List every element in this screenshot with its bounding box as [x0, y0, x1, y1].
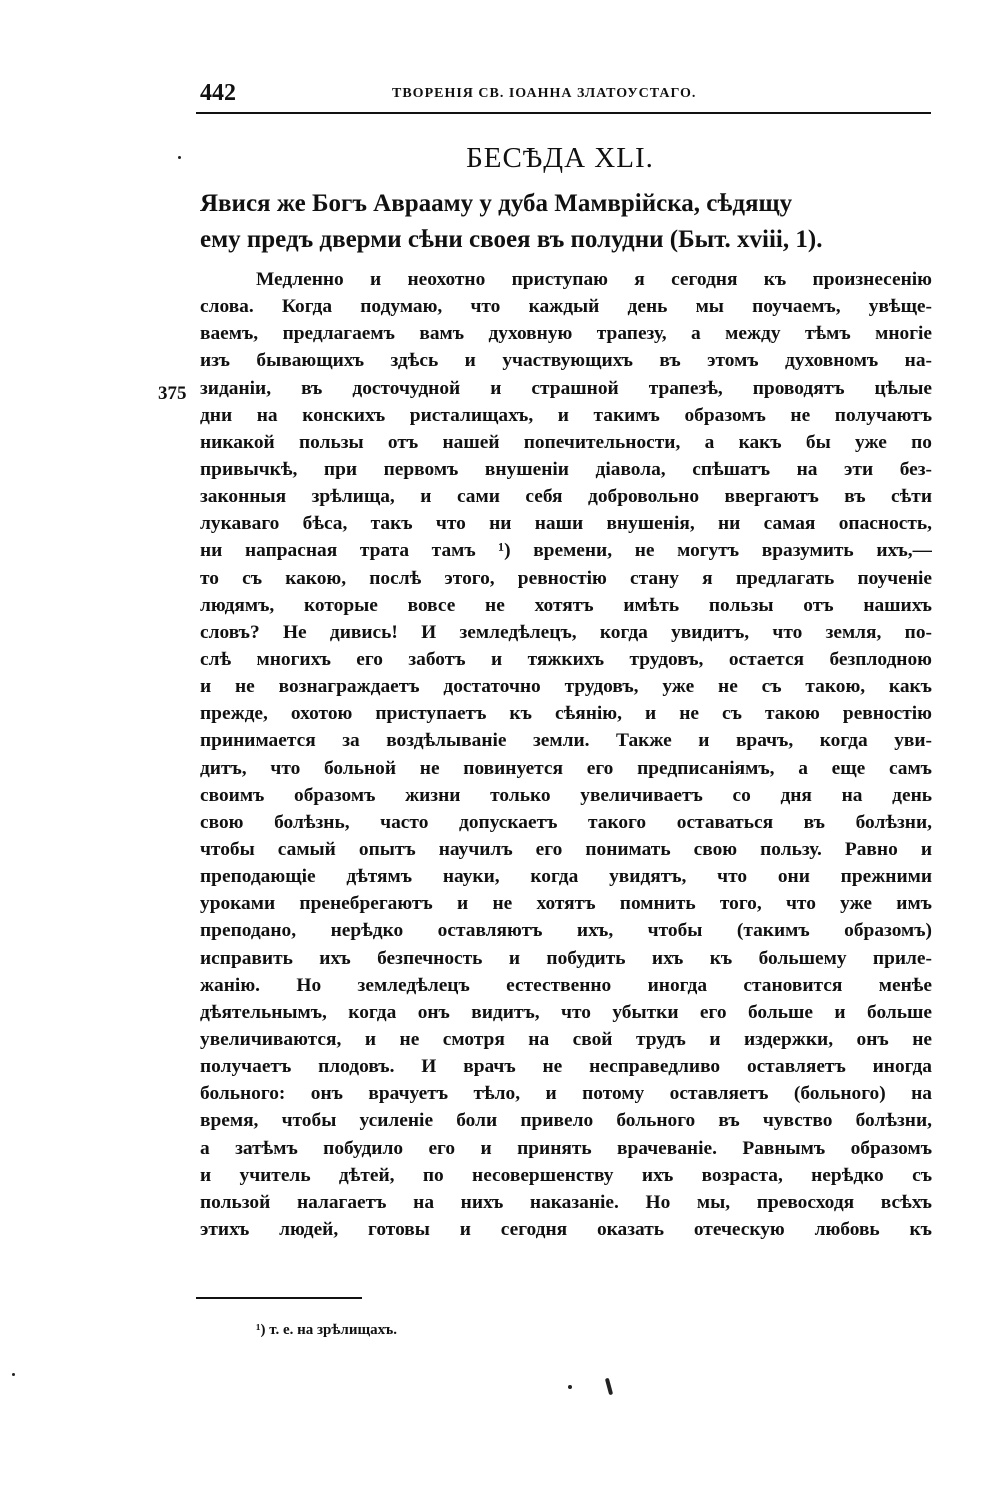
- body-line: своимъ образомъ жизни только увеличиваетъ со дня на день: [200, 784, 932, 806]
- body-line: людямъ, которые вовсе не хотятъ имѣть пользы отъ нашихъ: [200, 594, 932, 616]
- sermon-title: БЕСѢДА XLI.: [466, 142, 654, 174]
- body-line: чтобы самый опытъ научилъ его понимать свою пользу. Равно и: [200, 838, 932, 860]
- print-speck: [568, 1385, 572, 1389]
- footnote-divider: [196, 1297, 362, 1299]
- body-line: больного: онъ врачуетъ тѣло, и потому оставляетъ (больного) на: [200, 1083, 932, 1105]
- body-line: Медленно и неохотно приступаю я сегодня къ произнесенію: [256, 269, 932, 290]
- epigraph-line: ему предъ дверми сѣни своея въ полудни (Быт. xviii, 1).: [200, 226, 823, 253]
- running-title: ТВОРЕНІЯ СВ. ІОАННА ЗЛАТОУСТАГО.: [392, 86, 697, 101]
- body-line: жанію. Но земледѣлецъ естественно иногда становится менѣе: [200, 974, 932, 996]
- body-line: прежде, охотою приступаетъ къ сѣянію, и не съ такою ревностію: [200, 703, 932, 725]
- page-number: 442: [200, 80, 236, 106]
- body-line: преподающіе дѣтямъ науки, когда увидятъ, что они прежними: [200, 866, 932, 888]
- body-line: привычкѣ, при первомъ внушеніи діавола, спѣшатъ на эти без-: [200, 458, 932, 480]
- body-line: то съ какою, послѣ этого, ревностію стану я предлагать поученіе: [200, 567, 932, 589]
- page-header: [196, 80, 931, 114]
- body-line: этихъ людей, готовы и сегодня оказать отеческую любовь къ: [200, 1218, 932, 1240]
- epigraph-line: Явися же Богъ Аврааму у дуба Мамврійска, сѣдящу: [200, 190, 793, 217]
- body-line: изъ бывающихъ здѣсь и участвующихъ въ этомъ духовномъ на-: [200, 350, 932, 372]
- epigraph: [200, 186, 932, 258]
- body-line: дитъ, что больной не повинуется его предписаніямъ, а еще самъ: [200, 757, 932, 779]
- margin-number: 375: [158, 383, 187, 404]
- body-line: и учитель дѣтей, по несовершенству ихъ возраста, нерѣдко съ: [200, 1164, 932, 1186]
- body-line: время, чтобы усиленіе боли привело больного въ чувство болѣзни,: [200, 1110, 932, 1132]
- print-speck: [178, 156, 181, 159]
- print-speck: [605, 1378, 613, 1395]
- body-line: исправить ихъ безпечность и побудить ихъ къ большему приле-: [200, 947, 932, 969]
- print-speck: [12, 1373, 15, 1376]
- body-line: свою болѣзнь, часто допускаетъ такого оставаться въ болѣзни,: [200, 811, 932, 833]
- body-line: ни напрасная трата тамъ ¹) времени, не могутъ вразумить ихъ,—: [200, 540, 932, 562]
- body-line: зиданіи, въ досточудной и страшной трапезѣ, проводятъ цѣлые: [200, 377, 932, 399]
- body-line: уроками пренебрегаютъ и не хотятъ помнить того, что уже имъ: [200, 893, 932, 915]
- body-line: преподано, нерѣдко оставляютъ ихъ, чтобы (такимъ образомъ): [200, 920, 932, 942]
- body-line: дѣятельнымъ, когда онъ видитъ, что убытки его больше и больше: [200, 1001, 932, 1023]
- body-line: никакой пользы отъ нашей попечительности, а какъ бы уже по: [200, 431, 932, 453]
- footnote: ¹) т. е. на зрѣлищахъ.: [256, 1322, 398, 1338]
- body-line: дни на конскихъ ристалищахъ, и такимъ образомъ не получаютъ: [200, 404, 932, 426]
- body-line: пользой налагаетъ на нихъ наказаніе. Но мы, превосходя всѣхъ: [200, 1191, 932, 1213]
- body-line: законныя зрѣлища, и сами себя добровольно ввергаютъ въ сѣти: [200, 486, 932, 508]
- body-line: лукаваго бѣса, такъ что ни наши внушенія, ни самая опасность,: [200, 513, 932, 535]
- body-line: слова. Когда подумаю, что каждый день мы поучаемъ, увѣще-: [200, 296, 932, 318]
- body-line: ваемъ, предлагаемъ вамъ духовную трапезу, а между тѣмъ многіе: [200, 323, 932, 345]
- body-text: [200, 266, 932, 1243]
- body-line: получаетъ плодовъ. И врачъ не несправедливо оставляетъ иногда: [200, 1056, 932, 1078]
- body-line: и не вознаграждаетъ достаточно трудовъ, уже не съ такою, какъ: [200, 676, 932, 698]
- body-line: слѣ многихъ его заботъ и тяжкихъ трудовъ, остается безплодною: [200, 648, 932, 670]
- body-line: увеличиваются, и не смотря на свой трудъ и издержки, онъ не: [200, 1028, 932, 1050]
- body-line: а затѣмъ побудило его и принять врачеваніе. Равнымъ образомъ: [200, 1137, 932, 1159]
- body-line: принимается за воздѣлываніе земли. Также и врачъ, когда уви-: [200, 730, 932, 752]
- body-line: словъ? Не дивись! И земледѣлецъ, когда увидитъ, что земля, по-: [200, 621, 932, 643]
